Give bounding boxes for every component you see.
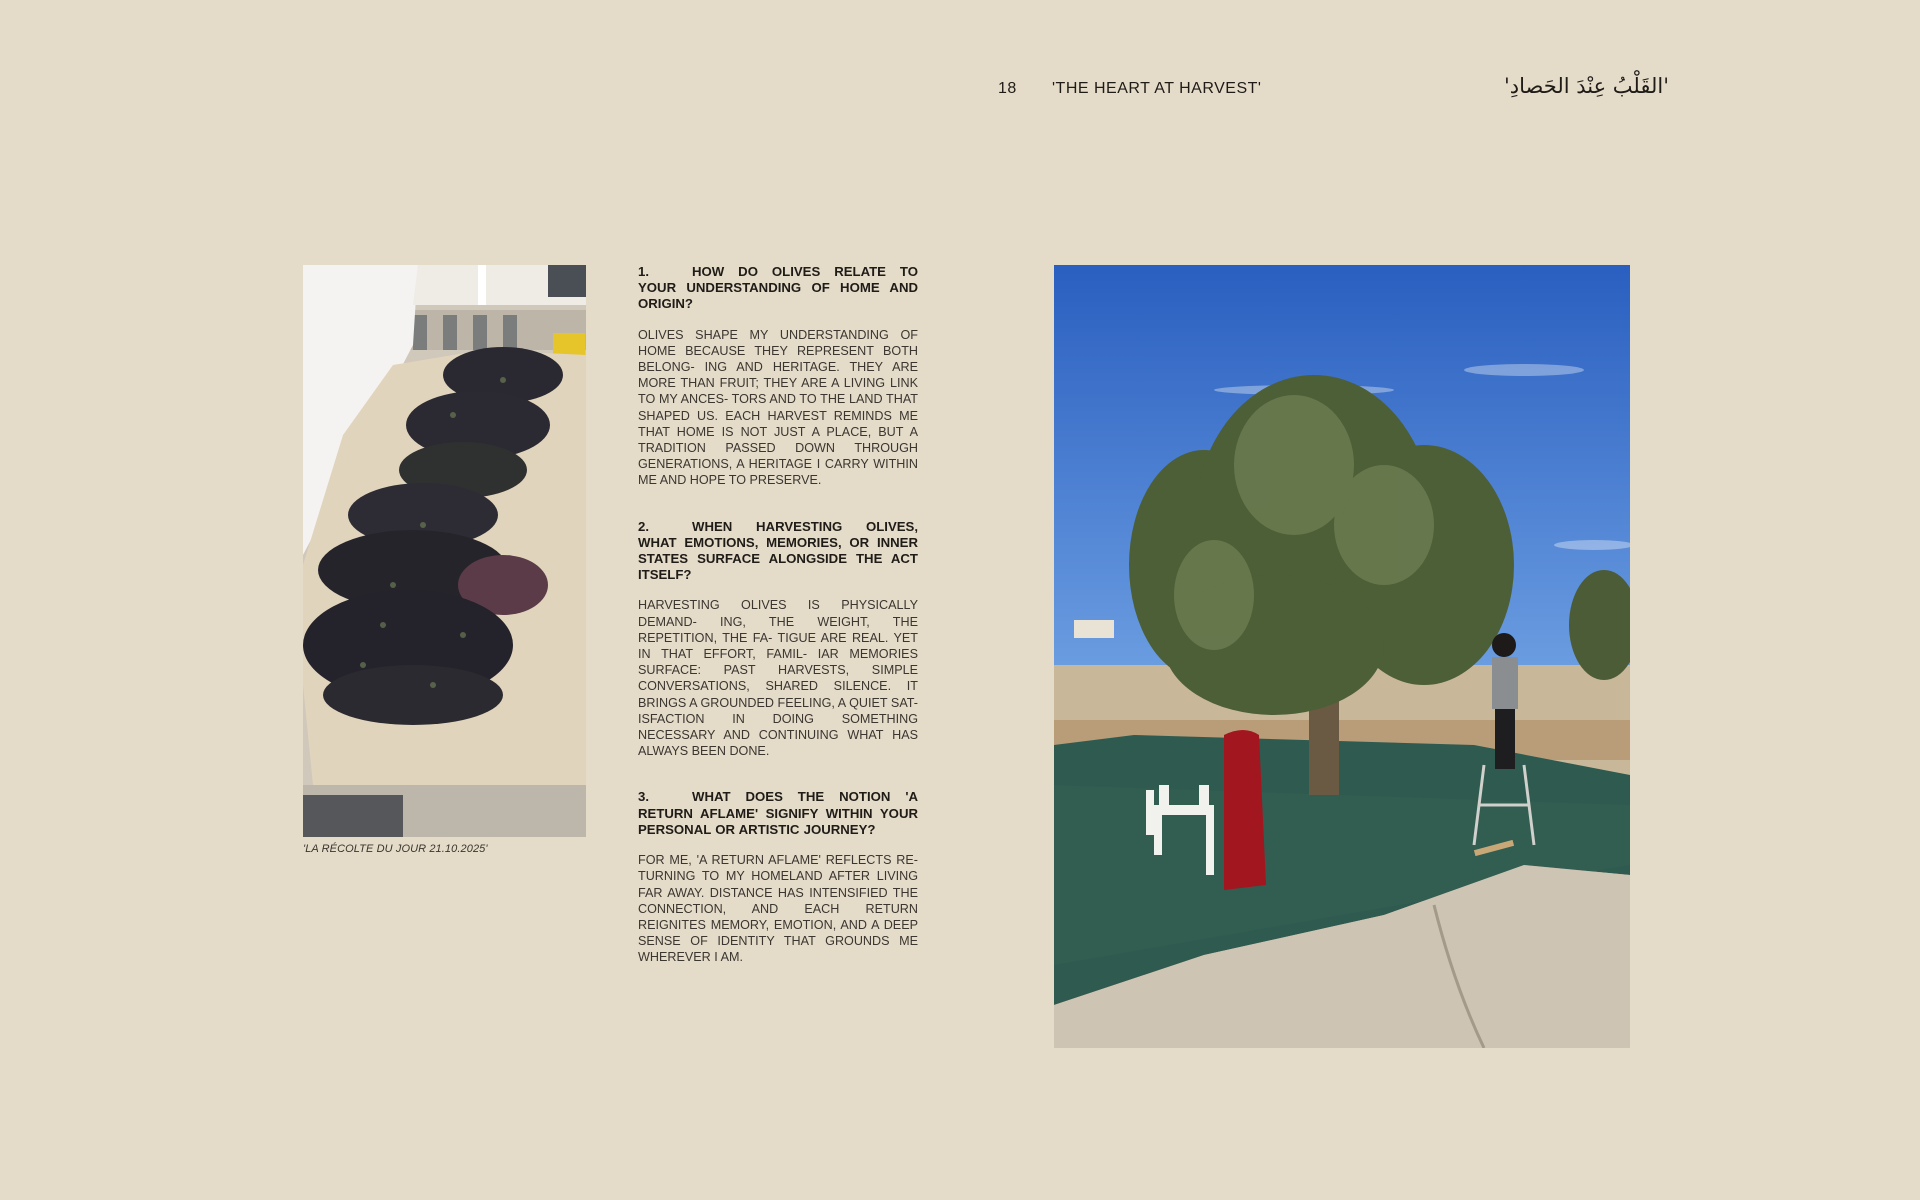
qa-item: [638, 264, 918, 489]
arabic-title: 'القَلْبُ عِنْدَ الحَصادِ': [1504, 74, 1669, 98]
question-number: 3.: [638, 789, 649, 805]
olive-tree-photo: [1054, 265, 1630, 1048]
qa-item: [638, 519, 918, 760]
olive-tree-illustration: [1054, 265, 1630, 1048]
answer-text: OLIVES SHAPE MY UNDERSTANDING OF HOME BECAUSE THEY REPRESENT BOTH BELONG- ING AND HERITAGE. THEY ARE MORE THAN FRUIT; THEY ARE A LIVING LINK TO MY ANCES- TORS AND TO THE LAND THAT SHAPED US. EACH HARVEST REMINDS ME THAT HOME IS NOT JUST A PLACE, BUT A TRADITION PASSED DOWN THROUGH GENERATIONS, A HERITAGE I CARRY WITHIN ME AND HOPE TO PRESERVE.: [638, 327, 918, 488]
qa-item: [638, 789, 918, 965]
olive-harvest-photo: [303, 265, 586, 837]
question: [638, 789, 918, 838]
question: [638, 264, 918, 313]
question-number: 2.: [638, 518, 649, 534]
question-text: HOW DO OLIVES RELATE TO YOUR UNDERSTANDING OF HOME AND ORIGIN?: [638, 264, 918, 312]
question: [638, 519, 918, 584]
answer-text: FOR ME, 'A RETURN AFLAME' REFLECTS RE- TURNING TO MY HOMELAND AFTER LIVING FAR AWAY. DISTANCE HAS INTENSIFIED THE CONNECTION, AND EACH RETURN REIGNITES MEMORY, EMOTION, AND A DEEP SENSE OF IDENTITY THAT GROUNDS ME WHEREVER I AM.: [638, 853, 918, 965]
qa-column: [638, 264, 918, 996]
answer-text: HARVESTING OLIVES IS PHYSICALLY DEMAND- ING, THE WEIGHT, THE REPETITION, THE FA- TIGUE ARE REAL. YET IN THAT EFFORT, FAMIL- IAR MEMORIES SURFACE: PAST HARVESTS, SIMPLE CONVERSATIONS, SHARED SILENCE. IT BRINGS A GROUNDED FEELING, A QUIET SAT- ISFACTION IN DOING SOMETHING NECESSARY AND CONTINUING WHAT HAS ALWAYS BEEN DONE.: [638, 598, 918, 759]
page-number: 18: [998, 80, 1017, 97]
olive-harvest-illustration: [303, 265, 586, 837]
question-text: WHAT DOES THE NOTION 'A RETURN AFLAME' SIGNIFY WITHIN YOUR PERSONAL OR ARTISTIC JOURNEY?: [638, 789, 918, 837]
photo-caption: 'LA RÉCOLTE DU JOUR 21.10.2025': [303, 843, 488, 855]
question-number: 1.: [638, 264, 649, 279]
running-title: 'THE HEART AT HARVEST': [1052, 80, 1262, 97]
question-text: WHEN HARVESTING OLIVES, WHAT EMOTIONS, MEMORIES, OR INNER STATES SURFACE ALONGSIDE THE ACT ITSELF?: [638, 518, 918, 583]
